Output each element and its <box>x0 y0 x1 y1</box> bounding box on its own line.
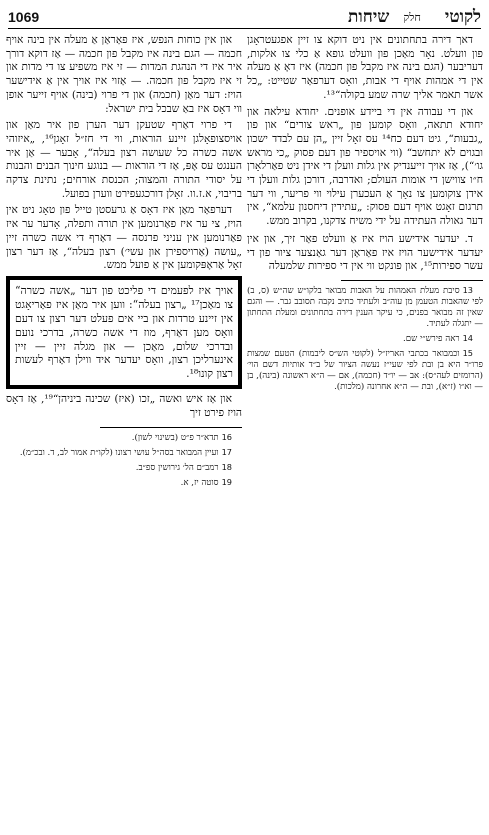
running-header <box>8 6 481 29</box>
footnote-divider <box>341 280 483 281</box>
body-paragraph: און די עבודה אין די ביידע אופנים. יחודא עילאה און יחודא תתאה, וואָס קומען פון „ראש צורים“ און פון „גבעות“, גיט דעם כח¹⁴ עס זאָל זיין „הן עם לבדד ישכון ובגוים לא יתחשב“ (ווי אויספיר פון דעם פסוק „כי מראש גו׳“), אַז אויך זייענדיק אין גלות וועלן די אידן ניט פאַרלאָרן ח״ו צווישן די אומות העולם; ואדרבה, דורכן גלות וועלן די אידן צוקומען צו נאָך אַ העכערן עילוי ווי פריער, ווי דער תרגום זאָגט אויף דעם פסוק: „עתידין דיחסנון עלמא“, אין דער גאולה העתידה על ידי משיח צדקנו, בקרוב ממש. <box>247 105 483 228</box>
body-paragraph: די פרוי דאַרף שטעקן דער הערן פון איר מאַן און אויסצופאָלגן זיינע הוראות, ווי די חז״ל זאָגן¹⁶, „איזוהי אשה כשרה כל שעושה רצון בעלה“, אָבער — אַן איר הענגט עס אָפּ, אַז די הוראות — בנוגע חינוך הבנים והבנות על יסודי התורה והמצוה; הכנסת אורחים; נתינת צדקה בריבוי, א.ז.וו. זאָלן דורכגעפירט ווערן בפועל. <box>6 119 242 200</box>
footnote: 19סוטה יז, א. <box>180 476 232 488</box>
body-paragraph: דאך דירה בתחתונים אין ניט דוקא צו זיין אפגעטראָגן פון וועלט. נאָר מאַכן פון וועלט גופא אַ כלי צו אלקות, דעריבער (הגם בינה איז מקבל פון חכמה) איז דאָ אַ מעלה אין די אמהות אויף די אבות, וואָס דערפאַר שטייט: „כל אשר תאמר אליך שרה שמע בקולה“¹³. <box>247 34 483 101</box>
body-paragraph: דערפאַר מאַן איז דאָס אַ גרעסטן טייל פון טאָג ניט אין הויז, צי ער איז פאַרנומען אין תורה ותפלה, אָדער ער איז פאַרנומען אין עניני פרנסה — דאַרף די אשה כשרה זיין „עושה (אַרויספירן און עשי׳) רצון בעלה“, אַז דער רצון זאָל אַראָפּקומען אין אַ פועל ממש. <box>6 204 242 272</box>
header-section: שיחות <box>348 7 390 27</box>
body-paragraph: און אין כוחות הנפש, איז פאַראַן אַ מעלה אין בינה אויף חכמה — הגם בינה איז מקבל פון חכמה — אַז דוקא דורך איר איז די הנהגת המדות — זי איז משפיע צו די מדות און זי איז מקבל פון חכמה. — אַזוי איז אויך אין אַ אידישער הויז: דער מאַן (חכמה) און די פרוי (בינה) אויף זייער אופן ווי דאָס איז באַ שבכל בית ישראל: <box>6 34 242 115</box>
highlighted-passage-box <box>6 276 242 389</box>
page-number: 1069 <box>8 9 40 25</box>
footnote: 14ראה פירש״י שם. <box>403 332 473 344</box>
header-volume: חלק <box>403 10 421 24</box>
section-d-paragraph: ד. יעדער אידישע הויז איז אַ וועלט פאַר זיך, און אין יעדער אידישער הויז איז פאַראַן דער גאַנצער ציור פון די עשר ספירות¹⁵, און פונקט ווי אין די ספירות שלמעלה <box>247 232 483 273</box>
footnote-divider <box>100 427 242 428</box>
right-column <box>247 34 483 830</box>
boxed-text: אויך איז לפעמים די פליכט פון דער „אשה כשרה“ צו מאַכן¹⁷ „רצון בעלה“: ווען איר מאַן איז פאַריאָגט אין זיינע טרדות און ביי אים פעלט דער רצון צו דעם וואָס מען דאַרף, מוז די אשה כשרה, בדרכי נועם ובדרכי שלום, מאַכן — און מגלה זיין — זיין אינערליכן רצון, וואָס יעדער איד ווילן דאַרף לעשות רצון קונו¹⁸. <box>15 283 233 381</box>
body-paragraph: און אַז איש ואשה „זכו (איז) שכינה ביניהן“¹⁹, אַז דאָס הויז פירט זיך <box>6 393 242 419</box>
footnote: 18רמב״ם הל׳ גירושין ספ״ב. <box>135 461 232 473</box>
footnote: 15וכמבואר בכתבי האריז״ל (לקוטי הש״ס ליבמות) הטעם שמצות פרו״ר היא בן ובת לפי שעי״ז נעשה הציור של ב״ד אותיות דשם הוי׳ (הרומזים לעה״ס): אב — יו״ד (חכמה), אם — ה״א ראשונה (בינה), בן — וא״ו (ז״א), ובת — ה״א אחרונה (מלכות). <box>247 347 483 392</box>
footnote: 17ועיין המבואר בסה״ל עושי רצונו (לקו״ת אמור לב, ד. ובכ״מ). <box>19 446 232 458</box>
header-title: לקוטי <box>444 7 481 27</box>
left-column <box>6 34 242 830</box>
footnote: 13סיבת מעלת האמהות על האבות מבואר בלקו״ש שה״ש (ס, ב) לפי שהאבות הטעמן מן עוה״ב ולעתיד כתיב נקבה תסובב גבר. — והגם שאין זה מבואר בפנים, כי עיקר הענין דירה בתחתונים ומעלת התחתון — יתגלה לעתיד. <box>247 284 483 329</box>
footnote: 16תדא״ר פ״ט (בשינוי לשון). <box>131 431 232 443</box>
